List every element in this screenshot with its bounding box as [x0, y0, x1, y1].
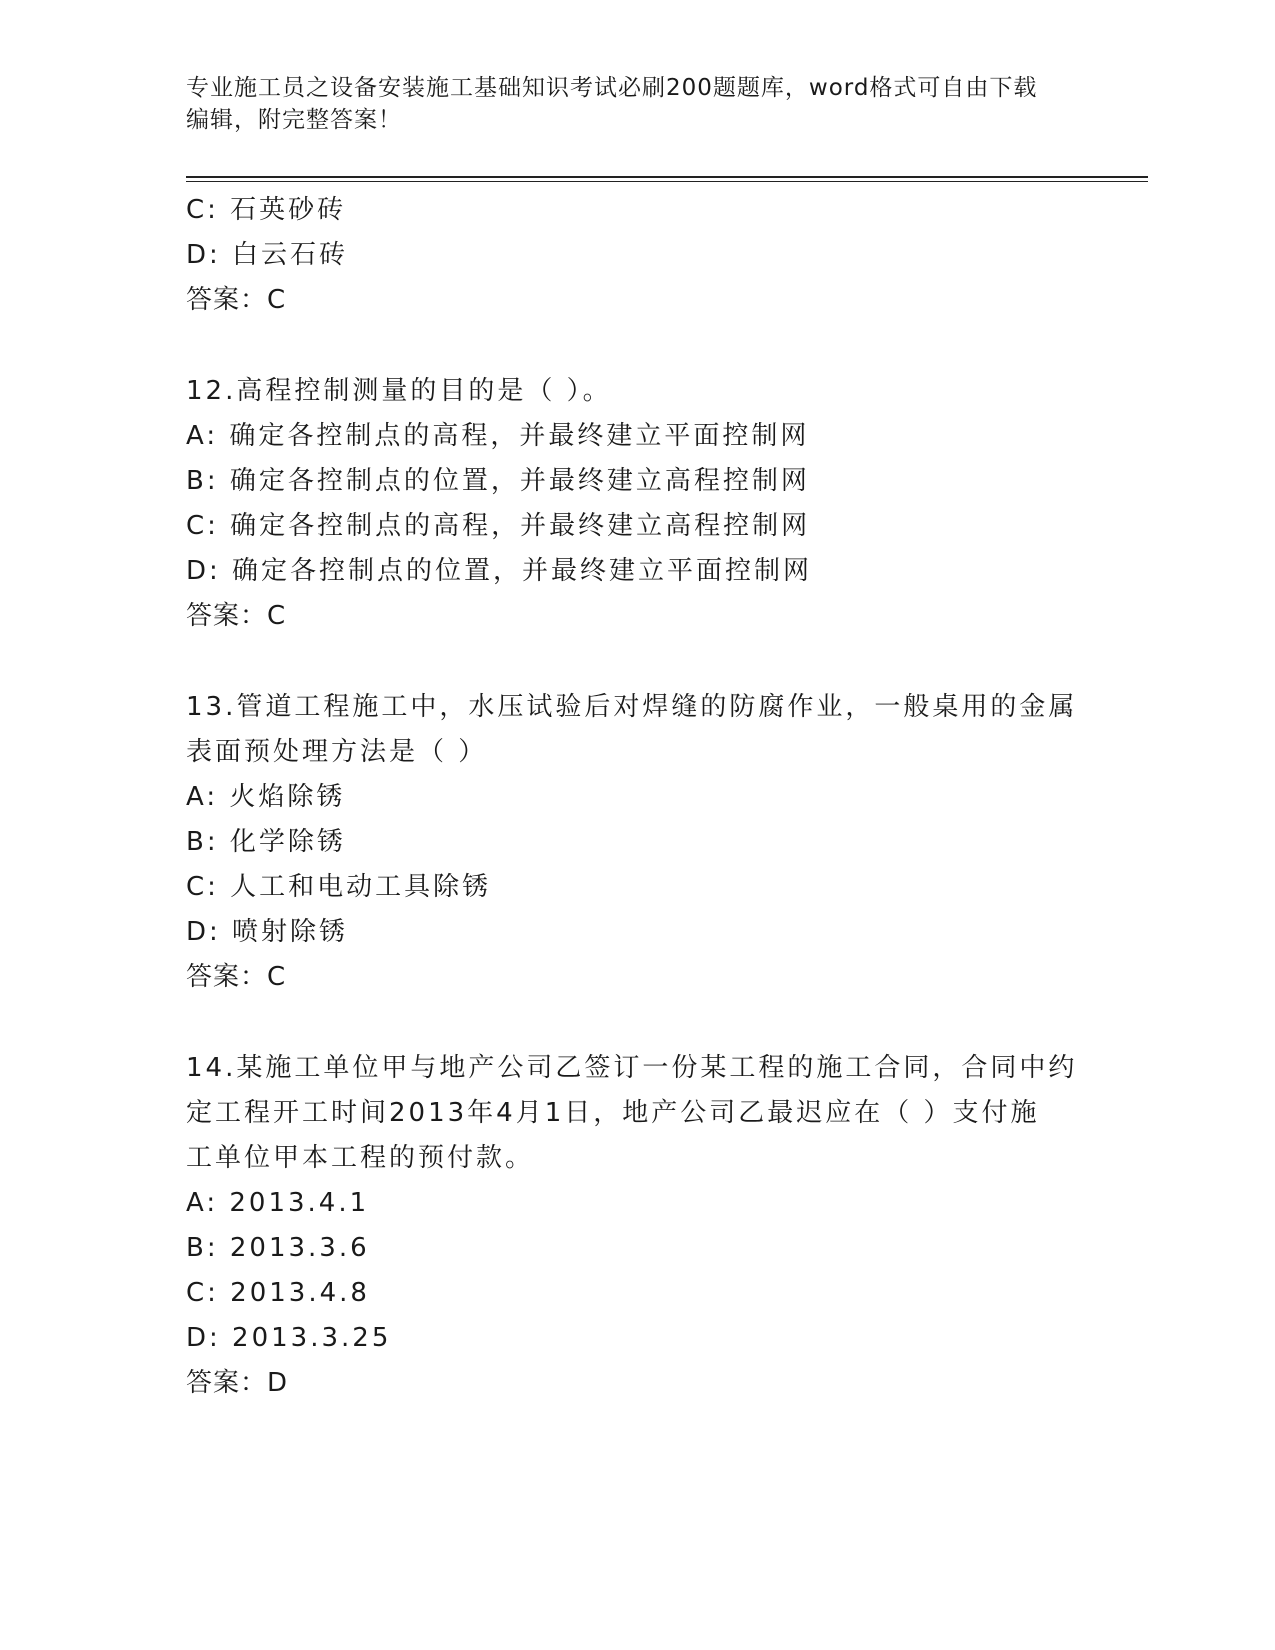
question-stem-line-2: 定工程开工时间2013年4月1日，地产公司乙最迟应在（ ）支付施: [186, 1098, 1040, 1128]
spacer: [186, 639, 1086, 685]
question-stem-line-2: 表面预处理方法是（ ）: [186, 737, 488, 767]
spacer: [186, 1000, 1086, 1046]
option-a: A: 火焰除锈: [186, 782, 346, 812]
question-stem: 12.高程控制测量的目的是（ ）。: [186, 376, 612, 406]
option-a: A: 确定各控制点的高程，并最终建立平面控制网: [186, 421, 810, 451]
header-title-line-2: 编辑，附完整答案！: [186, 107, 402, 133]
option-d: D: 2013.3.25: [186, 1323, 392, 1353]
option-c: C: 2013.4.8: [186, 1278, 370, 1308]
option-d: D: 确定各控制点的位置，并最终建立平面控制网: [186, 556, 813, 586]
option-c: C: 确定各控制点的高程，并最终建立高程控制网: [186, 511, 811, 541]
spacer: [186, 323, 1086, 369]
option-c: C: 石英砂砖: [186, 195, 347, 225]
header-title-line-1: 专业施工员之设备安装施工基础知识考试必刷200题题库，word格式可自由下载: [186, 75, 1038, 101]
answer-line: 答案：D: [186, 1368, 289, 1398]
option-b: B: 2013.3.6: [186, 1233, 370, 1263]
option-b: B: 化学除锈: [186, 827, 346, 857]
option-b: B: 确定各控制点的位置，并最终建立高程控制网: [186, 466, 810, 496]
answer-line: 答案：C: [186, 285, 287, 315]
document-header: [186, 72, 1086, 136]
question-11-continued: [186, 188, 1086, 323]
header-divider-thin: [186, 181, 1148, 182]
question-list: [186, 188, 1086, 1406]
header-divider-thick: [186, 176, 1148, 178]
option-a: A: 2013.4.1: [186, 1188, 370, 1218]
answer-line: 答案：C: [186, 962, 287, 992]
option-d: D: 白云石砖: [186, 240, 349, 270]
question-14: [186, 1046, 1086, 1406]
question-12: [186, 369, 1086, 639]
question-stem-line-1: 14.某施工单位甲与地产公司乙签订一份某工程的施工合同，合同中约: [186, 1053, 1078, 1083]
question-13: [186, 685, 1086, 1000]
option-d: D: 喷射除锈: [186, 917, 349, 947]
question-stem-line-3: 工单位甲本工程的预付款。: [186, 1143, 535, 1173]
answer-line: 答案：C: [186, 601, 287, 631]
option-c: C: 人工和电动工具除锈: [186, 872, 492, 902]
question-stem-line-1: 13.管道工程施工中，水压试验后对焊缝的防腐作业，一般桌用的金属: [186, 692, 1078, 722]
